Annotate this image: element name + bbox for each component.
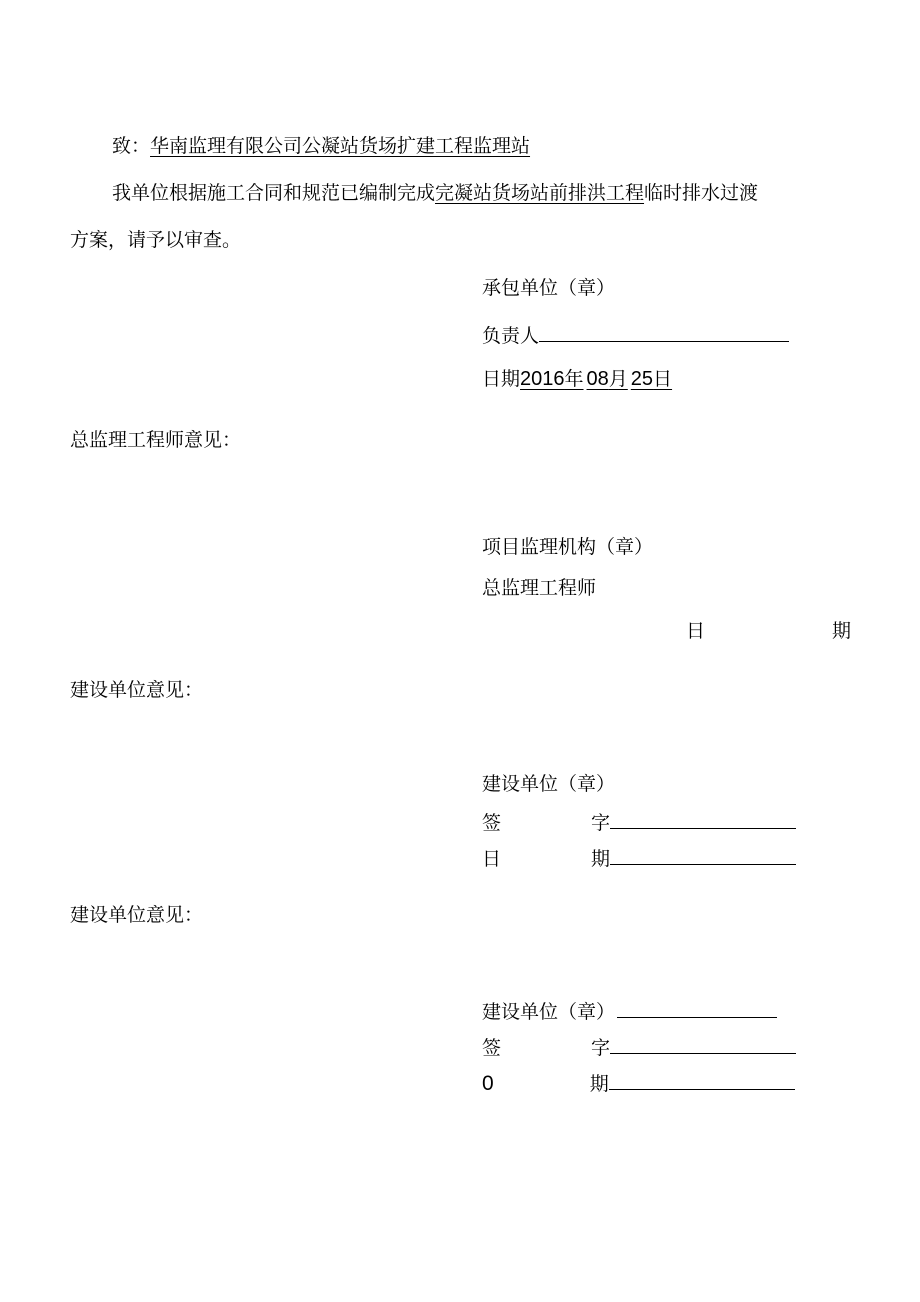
contractor-person-line — [482, 321, 789, 348]
chief-engineer-label — [482, 576, 596, 600]
owner2-signature-field[interactable] — [610, 1033, 796, 1054]
chief-opinion-text: 总监理工程师意见： — [70, 429, 242, 451]
owner1-sign-char-1: 签 — [482, 812, 502, 834]
day-char: 日 — [653, 368, 673, 390]
date-month: 08 — [586, 368, 609, 390]
contractor-unit-text: 承包单位（章） — [482, 277, 616, 299]
person-signature-field[interactable] — [539, 321, 789, 342]
chief-engineer-text: 总监理工程师 — [482, 577, 597, 599]
supervision-org-text: 项目监理机构（章） — [482, 536, 654, 558]
body-suffix: 临时排水过渡 — [644, 182, 759, 204]
recipient-name: 华南监理有限公司公凝站货场扩建工程监理站 — [150, 135, 531, 157]
owner2-unit-field[interactable] — [617, 997, 777, 1018]
owner1-unit-label — [482, 772, 615, 796]
date-year: 2016 — [520, 368, 565, 390]
owner1-opinion-text: 建设单位意见： — [70, 679, 204, 701]
owner2-sign-line — [482, 1033, 796, 1060]
person-label: 负责人 — [482, 325, 540, 347]
owner2-sign-char-2: 字 — [591, 1037, 611, 1059]
project-name: 完凝站货场站前排洪工程 — [435, 182, 645, 204]
body-line-2-text: 方案，请予以审查。 — [70, 229, 242, 251]
contractor-unit-label — [482, 276, 615, 300]
body-line-1 — [112, 181, 758, 205]
contractor-date-value — [520, 368, 672, 390]
owner2-unit-text: 建设单位（章） — [482, 1001, 616, 1023]
owner1-sign-line — [482, 808, 796, 835]
owner2-date-char-1: 0 — [482, 1072, 494, 1095]
owner1-date-char-2: 期 — [591, 848, 611, 870]
chief-date-qi: 期 — [832, 620, 852, 642]
to-label: 致： — [112, 135, 151, 157]
chief-opinion-label — [70, 428, 241, 452]
owner2-sign-char-1: 签 — [482, 1037, 502, 1059]
chief-date-char-2 — [832, 619, 851, 643]
year-char: 年 — [564, 368, 584, 390]
owner1-unit-text: 建设单位（章） — [482, 773, 616, 795]
body-line-2 — [70, 228, 241, 252]
owner1-date-char-1: 日 — [482, 848, 502, 870]
date-day: 25 — [630, 368, 654, 390]
owner1-date-field[interactable] — [610, 844, 796, 865]
owner1-signature-field[interactable] — [610, 808, 796, 829]
owner1-sign-char-2: 字 — [591, 812, 611, 834]
body-prefix: 我单位根据施工合同和规范已编制完成 — [112, 182, 436, 204]
supervision-org-label — [482, 535, 653, 559]
owner2-date-field[interactable] — [609, 1069, 795, 1090]
addressee-line — [112, 134, 530, 158]
owner2-opinion-text: 建设单位意见： — [70, 904, 204, 926]
owner2-date-line — [482, 1069, 795, 1096]
chief-date-ri: 日 — [686, 620, 706, 642]
owner2-opinion-label — [70, 903, 203, 927]
owner1-date-line — [482, 844, 796, 871]
chief-date-char-1 — [686, 619, 705, 643]
month-char: 月 — [608, 368, 628, 390]
contractor-date-line — [482, 367, 672, 391]
owner2-date-char-2: 期 — [589, 1073, 609, 1095]
owner1-opinion-label — [70, 678, 203, 702]
owner2-unit-line — [482, 997, 777, 1024]
date-label: 日期 — [482, 368, 521, 390]
